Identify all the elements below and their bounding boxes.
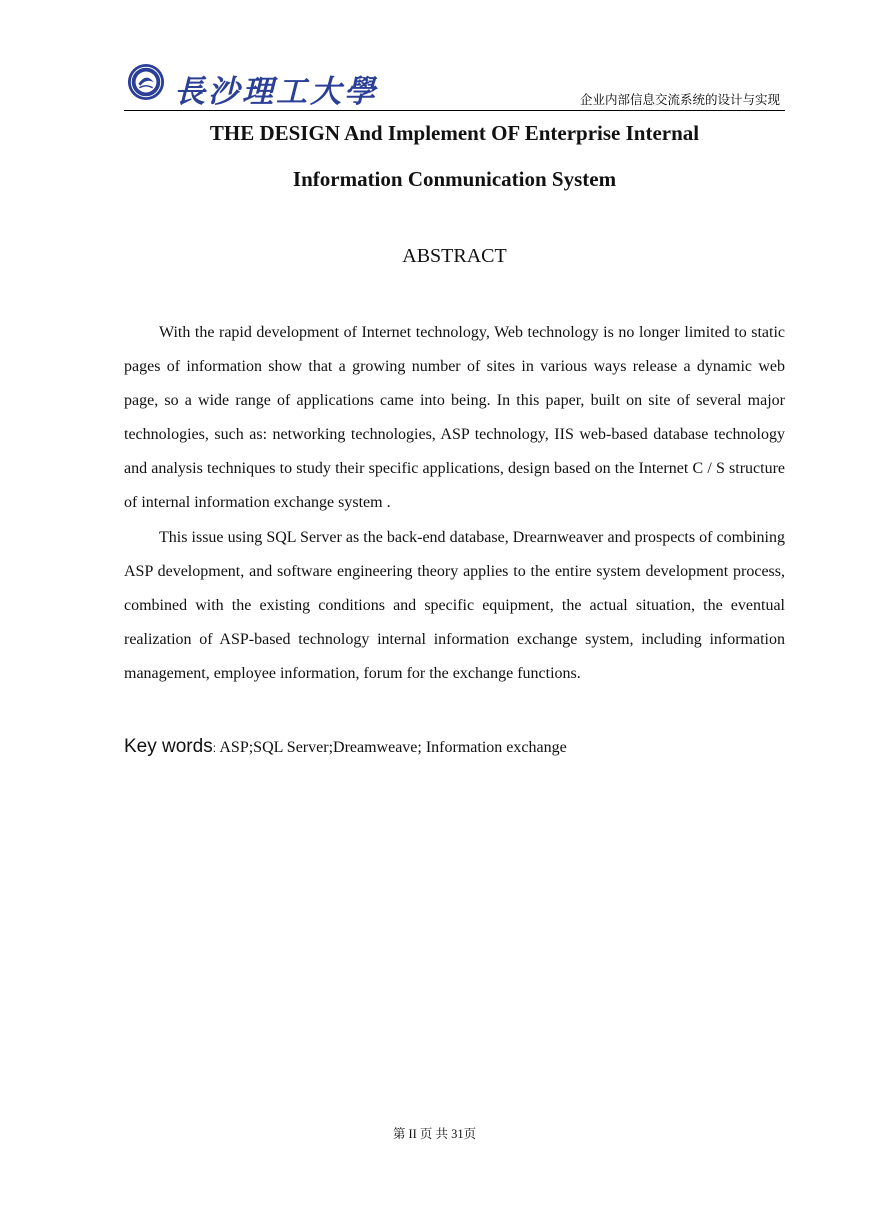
abstract-heading: ABSTRACT — [402, 245, 507, 267]
running-title: 企业内部信息交流系统的设计与实现 — [579, 92, 780, 107]
page-footer: 第 II 页 共 31页 — [392, 1127, 477, 1141]
abstract-paragraph-1: With the rapid development of Internet technology, Web technology is no longer limited to static pages of information show that a growing number of sites in various ways release a dynamic web page, so a wide range of applications came into being. In this paper, built on site of several major technologies, such as: networking technologies, ASP technology, IIS web-based database technology and analysis techniques to study their specific applications, design based on the Internet C / S structure of internal information exchange system . — [124, 324, 785, 511]
university-seal-logo — [127, 63, 165, 101]
abstract-paragraph-2: This issue using SQL Server as the back-end database, Drearnweaver and prospects of combining ASP development, and software engineering theory applies to the entire system development process, combined with the existing conditions and specific equipment, the actual situation, the eventual realization of ASP-based technology internal information exchange system, including information management, employee information, forum for the exchange functions. — [124, 529, 785, 682]
keywords-colon: : — [212, 741, 220, 755]
keywords-value: ASP;SQL Server;Dreamweave; Information exchange — [219, 739, 567, 756]
paper-title-line-2: Information Conmunication System — [292, 167, 617, 191]
keywords-label: Key words — [124, 736, 213, 757]
keywords-line — [124, 736, 567, 758]
page-header — [124, 60, 785, 111]
university-name-logo: 長沙理工大學 — [174, 74, 378, 110]
paper-title-line-1: THE DESIGN And Implement OF Enterprise Internal — [209, 121, 700, 145]
